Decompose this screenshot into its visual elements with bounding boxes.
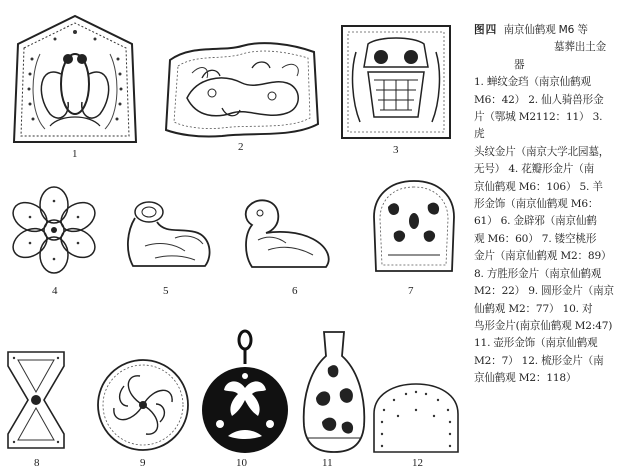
caption-line: 11. 壶形金饰（南京仙鹤观 [474, 337, 598, 350]
caption-line: 京仙鹤观 M2：118） [474, 372, 577, 385]
caption-line: 8. 方胜形金片（南京仙鹤观 [474, 267, 602, 280]
figure-number: 9 [140, 457, 146, 469]
caption-line: 片（鄂城 M2112：11） 3. 虎 [474, 111, 603, 141]
caption-line: 金片（南京仙鹤观 M2：89） [474, 250, 612, 263]
figure-11-pot-ornament [298, 328, 370, 458]
caption-line: 仙鹤观 M2：77） 10. 对 [474, 302, 593, 315]
caption-line: M2：22） 9. 圆形金片（南京 [474, 285, 614, 298]
caption-line: 无号） 4. 花瓣形金片（南 [474, 163, 594, 176]
figure-7-openwork-peach-plaque [368, 177, 460, 277]
figure-number: 6 [292, 285, 298, 297]
caption-line: 观 M6：60） 7. 镂空桃形 [474, 232, 597, 245]
figure-10-paired-bird-pendant [198, 328, 292, 456]
figure-number: 4 [52, 285, 58, 297]
figure-number: 10 [236, 457, 247, 469]
figure-2-immortal-beast-plaque [162, 38, 322, 142]
figure-12-comb-plaque [368, 380, 464, 456]
figure-number: 11 [322, 457, 333, 469]
caption-line: 1. 蝉纹金珰（南京仙鹤观 [474, 76, 591, 89]
caption-line: 形金饰（南京仙鹤观 M6： [474, 198, 599, 211]
caption-line: 61） 6. 金辟邪（南京仙鹤 [474, 215, 597, 228]
caption-heading [474, 22, 614, 74]
caption-label: 图四 [474, 24, 498, 36]
caption-line: M2：7） 12. 梳形金片（南 [474, 354, 604, 367]
figure-number: 8 [34, 457, 40, 469]
figure-number: 2 [238, 141, 244, 153]
figure-number: 3 [393, 144, 399, 156]
caption-line: M6：42） 2. 仙人骑兽形金 [474, 93, 604, 106]
caption-line: 鸟形金片(南京仙鹤观 M2:47) [474, 319, 613, 332]
caption-title-line2: 墓葬出土金器 [514, 41, 606, 71]
figure-number: 1 [72, 148, 78, 160]
figure-number: 12 [412, 457, 423, 469]
figure-3-tiger-head-plaque [338, 22, 454, 142]
figure-5-ram-ornament [115, 196, 215, 276]
figure-caption [474, 22, 614, 388]
figure-number: 5 [163, 285, 169, 297]
figure-9-round-plaque [94, 356, 192, 454]
figure-number: 7 [408, 285, 414, 297]
caption-line: 京仙鹤观 M6：106） 5. 羊 [474, 180, 603, 193]
figure-1-cicada-plaque [10, 14, 140, 146]
caption-line: 头纹金片（南京大学北园墓， [474, 145, 610, 158]
figure-6-bixie-ornament [238, 195, 338, 275]
caption-title-line1: 南京仙鹤观 M6 等 [503, 24, 588, 36]
figure-4-flower-petal-plaque [8, 183, 100, 277]
figure-8-lozenge-plaque [4, 348, 68, 452]
